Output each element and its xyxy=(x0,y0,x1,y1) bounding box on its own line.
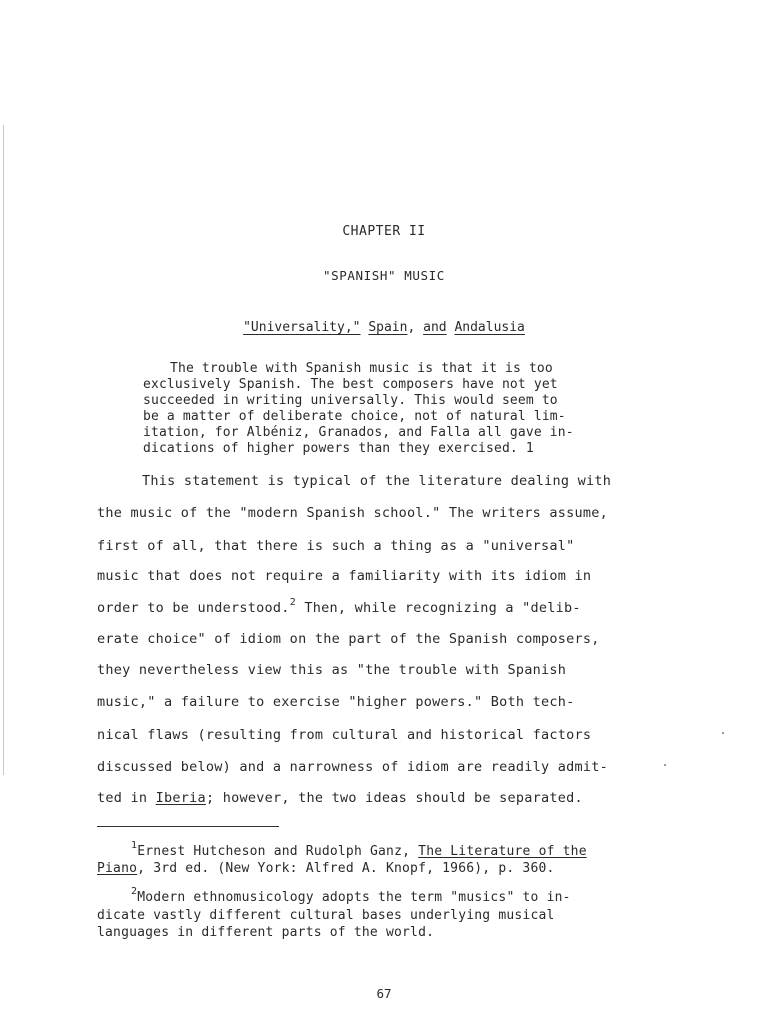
quote-line: itation, for Albéniz, Granados, and Falla all gave in- xyxy=(143,425,574,440)
footnote-2-line: dicate vastly different cultural bases underlying musical xyxy=(97,908,555,923)
footnote-text: , 3rd ed. (New York: Alfred A. Knopf, 1966), p. 360. xyxy=(137,861,555,876)
quote-line: dications of higher powers than they exercised. 1 xyxy=(143,441,534,456)
footnote-1-line xyxy=(97,861,555,876)
scan-speck xyxy=(664,764,666,766)
heading-andalusia: Andalusia xyxy=(454,320,525,335)
body-text: order to be understood. xyxy=(97,600,290,616)
body-text: Then, while recognizing a "delib- xyxy=(295,600,581,616)
page-number: 67 xyxy=(376,986,392,1001)
heading-spain: Spain xyxy=(368,320,408,335)
body-line: discussed below) and a narrowness of idiom are readily admit- xyxy=(97,759,609,775)
chapter-title: "SPANISH" MUSIC xyxy=(323,268,445,283)
heading-comma: , xyxy=(407,320,416,335)
footnote-marker-2: 2 xyxy=(131,886,138,897)
quote-line: exclusively Spanish. The best composers have not yet xyxy=(143,377,558,392)
heading-and: and xyxy=(423,320,447,335)
footnote-text: Ernest Hutcheson and Rudolph Ganz, xyxy=(137,844,419,859)
quote-line: be a matter of deliberate choice, not of natural lim- xyxy=(143,409,566,424)
footnote-marker-1: 1 xyxy=(131,840,138,851)
iberia-title: Iberia xyxy=(155,790,206,806)
body-line: nical flaws (resulting from cultural and historical factors xyxy=(97,727,592,743)
body-line: they nevertheless view this as "the trouble with Spanish xyxy=(97,662,567,678)
body-line: first of all, that there is such a thing as a "universal" xyxy=(97,538,575,554)
body-line: music that does not require a familiarity with its idiom in xyxy=(97,568,592,584)
quote-line: The trouble with Spanish music is that it is too xyxy=(170,361,553,376)
footnote-ref-2: 2 xyxy=(289,597,296,608)
scan-speck xyxy=(722,732,724,734)
body-line xyxy=(97,597,581,616)
footnote-text: Modern ethnomusicology adopts the term "musics" to in- xyxy=(137,890,571,905)
footnote-1-line xyxy=(131,840,587,859)
section-heading xyxy=(0,320,768,335)
body-line: This statement is typical of the literature dealing with xyxy=(142,473,612,489)
body-line: erate choice" of idiom on the part of the Spanish composers, xyxy=(97,631,600,647)
book-title: The Literature of the xyxy=(418,844,587,859)
book-title: Piano xyxy=(97,861,138,876)
footnote-2-line: languages in different parts of the world. xyxy=(97,925,435,940)
body-line: the music of the "modern Spanish school." The writers assume, xyxy=(97,505,609,521)
body-line: music," a failure to exercise "higher powers." Both tech- xyxy=(97,694,575,710)
quote-line: succeeded in writing universally. This would seem to xyxy=(143,393,558,408)
chapter-label: CHAPTER II xyxy=(342,224,426,239)
footnote-2-line xyxy=(131,886,571,905)
heading-universality: "Universality," xyxy=(243,320,361,335)
scan-edge-line xyxy=(3,125,4,775)
footnote-divider xyxy=(97,826,279,827)
body-text: ; however, the two ideas should be separated. xyxy=(205,790,583,806)
body-text: ted in xyxy=(97,790,156,806)
body-line xyxy=(97,790,583,806)
